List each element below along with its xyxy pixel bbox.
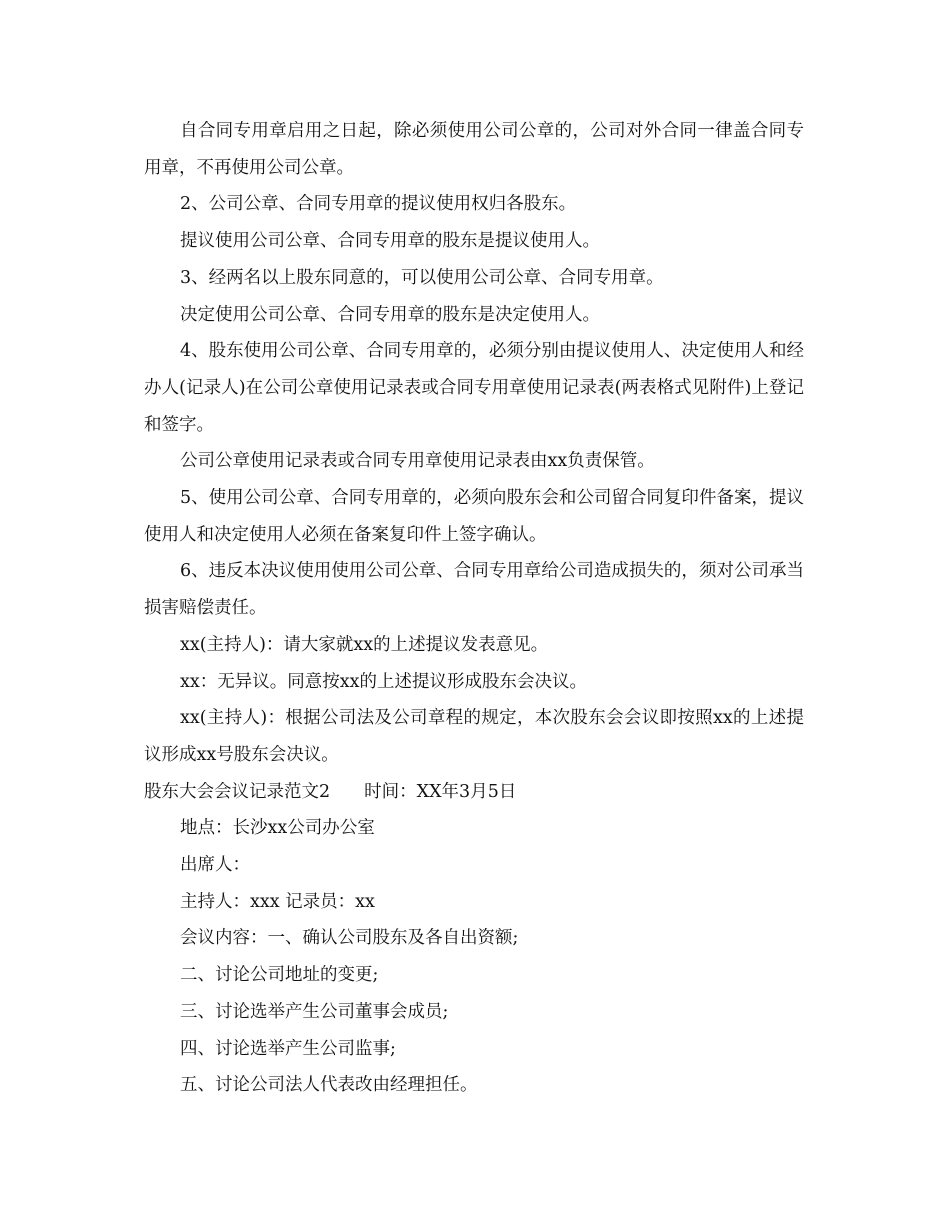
paragraph-item-4: 4、股东使用公司公章、合同专用章的，必须分别由提议使用人、决定使用人和经办人(记录人)在公司公章使用记录表或合同专用章使用记录表(两表格式见附件)上登记和签字。	[144, 341, 804, 435]
paragraph-item-6: 6、违反本决议使用使用公司公章、合同专用章给公司造成损失的，须对公司承当损害赔偿责任。	[144, 561, 804, 619]
agenda-item-1: 会议内容：一、确认公司股东及各自出资额;	[180, 928, 519, 949]
meeting-location: 地点：长沙xx公司办公室	[180, 818, 375, 839]
agenda-item-5: 五、讨论公司法人代表改由经理担任。	[180, 1075, 478, 1096]
meeting-host-recorder: 主持人：xxx 记录员：xx	[180, 891, 375, 912]
paragraph-no-objection: xx：无异议。同意按xx的上述提议形成股东会决议。	[180, 671, 587, 692]
paragraph-item-5: 5、使用公司公章、合同专用章的，必须向股东会和公司留合同复印件备案，提议使用人和决定使用人必须在备案复印件上签字确认。	[144, 488, 804, 545]
document-body	[144, 113, 804, 1104]
meeting-time: 时间：XX年3月5日	[364, 781, 517, 802]
agenda-item-2: 二、讨论公司地址的变更;	[180, 965, 379, 986]
paragraph-contract-seal-rule: 自合同专用章启用之日起，除必须使用公司公章的，公司对外合同一律盖合同专用章，不再使用公司公章。	[144, 121, 804, 178]
paragraph-record-custody: 公司公章使用记录表或合同专用章使用记录表由xx负责保管。	[180, 451, 655, 472]
section-title: 股东大会会议记录范文2	[144, 781, 331, 802]
meeting-attendees: 出席人：	[180, 855, 250, 876]
paragraph-item-3: 3、经两名以上股东同意的，可以使用公司公章、合同专用章。	[180, 267, 664, 288]
paragraph-decider-definition: 决定使用公司公章、合同专用章的股东是决定使用人。	[180, 304, 600, 325]
agenda-item-3: 三、讨论选举产生公司董事会成员;	[180, 1001, 449, 1022]
paragraph-resolution: xx(主持人)：根据公司法及公司章程的规定，本次股东会会议即按照xx的上述提议形成xx号股东会决议。	[144, 708, 804, 765]
paragraph-item-2: 2、公司公章、合同专用章的提议使用权归各股东。	[180, 194, 577, 215]
paragraph-proposer-definition: 提议使用公司公章、合同专用章的股东是提议使用人。	[180, 231, 600, 252]
section-heading	[144, 774, 804, 811]
agenda-item-4: 四、讨论选举产生公司监事;	[180, 1038, 396, 1059]
paragraph-host-request: xx(主持人)：请大家就xx的上述提议发表意见。	[180, 634, 549, 655]
